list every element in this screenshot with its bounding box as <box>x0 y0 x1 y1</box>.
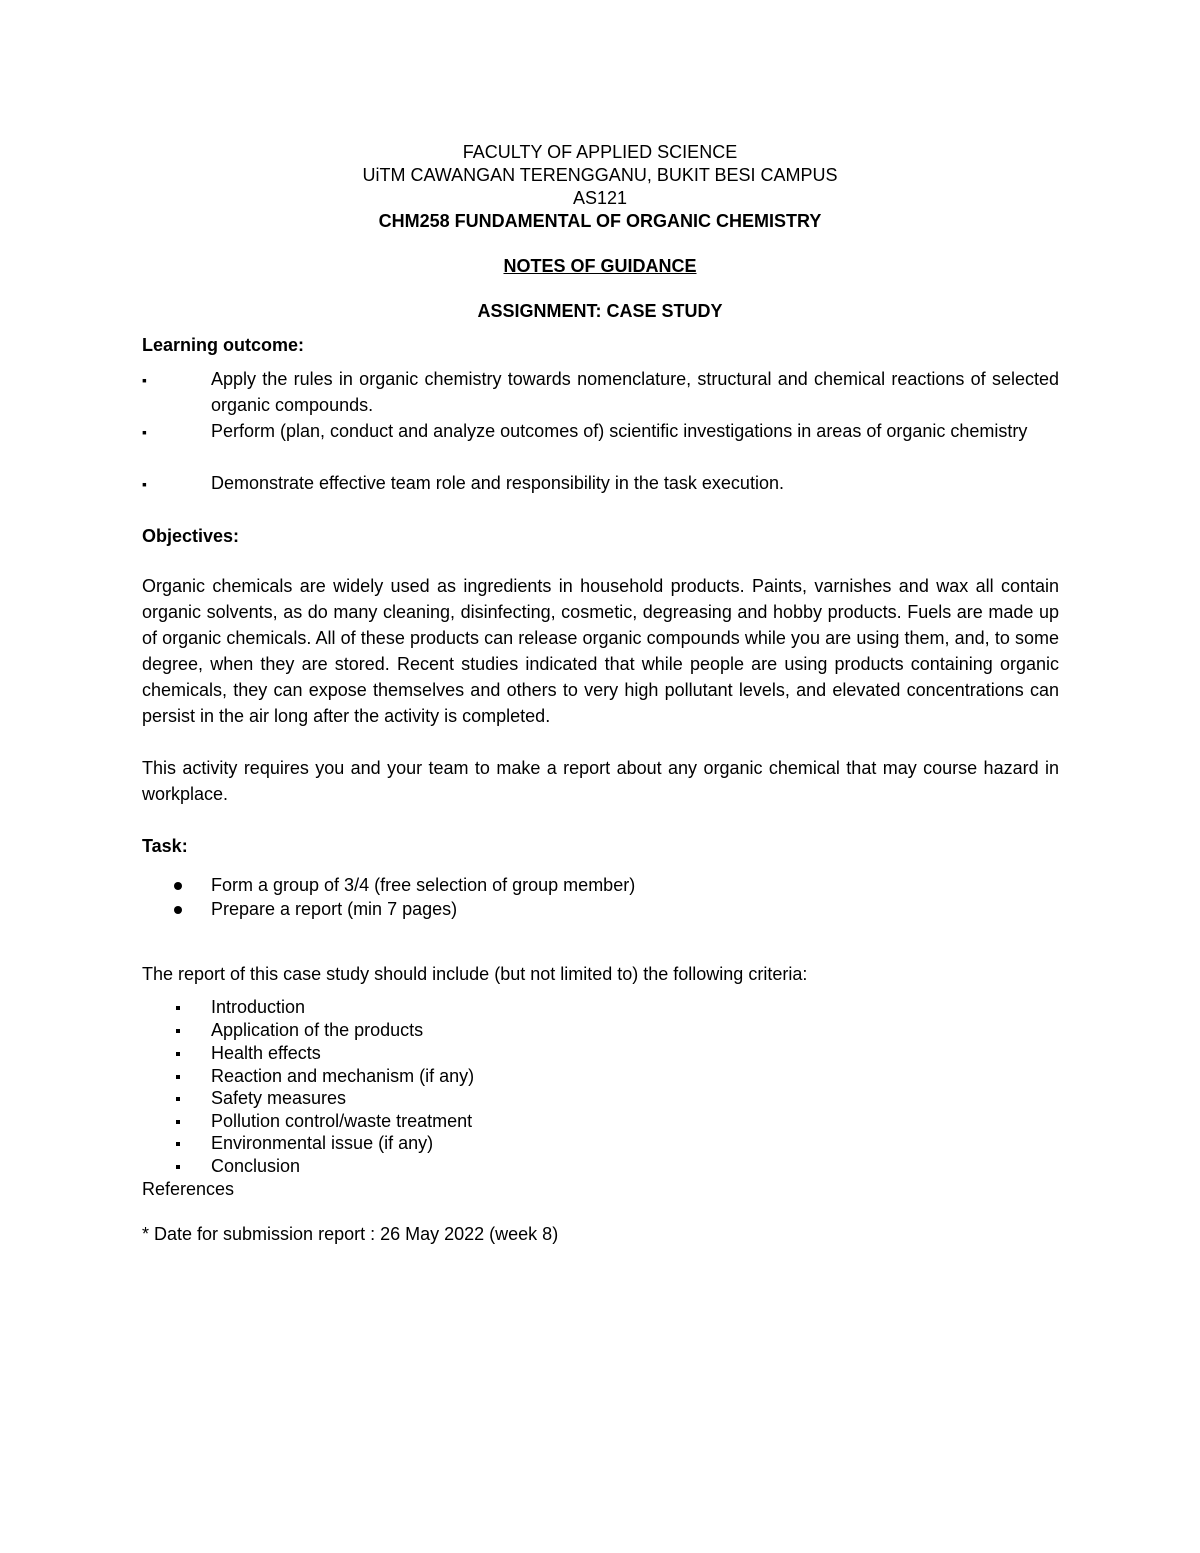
square-bullet-icon <box>176 1142 180 1146</box>
square-bullet-icon <box>176 1075 180 1079</box>
learning-outcome-item: Perform (plan, conduct and analyze outcomes of) scientific investigations in areas of organic chemistry <box>211 421 1028 441</box>
criteria-item: Environmental issue (if any) <box>211 1133 434 1153</box>
campus-heading: UiTM CAWANGAN TERENGGANU, BUKIT BESI CAMPUS <box>362 165 838 185</box>
criteria-item: Reaction and mechanism (if any) <box>211 1066 475 1086</box>
criteria-item: Introduction <box>211 997 306 1017</box>
square-bullet-icon <box>176 1006 180 1010</box>
learning-outcome-label: Learning outcome: <box>142 335 305 355</box>
bullet-dot-icon <box>174 906 182 914</box>
square-bullet-icon <box>176 1120 180 1124</box>
criteria-item: Health effects <box>211 1043 321 1063</box>
notes-title: NOTES OF GUIDANCE <box>503 256 697 276</box>
faculty-heading: FACULTY OF APPLIED SCIENCE <box>462 142 738 162</box>
program-code: AS121 <box>572 188 628 208</box>
learning-outcome-item: Demonstrate effective team role and responsibility in the task execution. <box>211 473 784 493</box>
criteria-intro: The report of this case study should include (but not limited to) the following criteria: <box>142 964 808 984</box>
references-label: References <box>142 1179 235 1199</box>
objectives-activity-paragraph: This activity requires you and your team to make a report about any organic chemical that may course hazard in workplace. <box>142 758 1059 804</box>
bullet-marker: ▪ <box>142 424 147 440</box>
course-title: CHM258 FUNDAMENTAL OF ORGANIC CHEMISTRY <box>378 211 822 231</box>
bullet-marker: ▪ <box>142 476 147 492</box>
bullet-dot-icon <box>174 882 182 890</box>
task-item: Prepare a report (min 7 pages) <box>211 899 458 919</box>
task-label: Task: <box>142 836 188 856</box>
bullet-marker: ▪ <box>142 372 147 388</box>
square-bullet-icon <box>176 1052 180 1056</box>
criteria-item: Application of the products <box>211 1020 424 1040</box>
objectives-label: Objectives: <box>142 526 240 546</box>
objectives-paragraph: Organic chemicals are widely used as ingredients in household products. Paints, varnishes and wax all contain organic solvents, as do many cleaning, disinfecting, cosmetic, degreasing and hobby products. Fuels are made up of organic chemicals. All of these products can release organic compounds while you are using them, and, to some degree, when they are stored. Recent studies indicated that while people are using products containing organic chemicals, they can expose themselves and others to very high pollutant levels, and elevated concentrations can persist in the air long after the activity is completed. <box>142 576 1059 726</box>
task-item: Form a group of 3/4 (free selection of group member) <box>211 875 636 895</box>
assignment-title: ASSIGNMENT: CASE STUDY <box>477 301 723 321</box>
criteria-item: Conclusion <box>211 1156 301 1176</box>
criteria-item: Safety measures <box>211 1088 347 1108</box>
criteria-item: Pollution control/waste treatment <box>211 1111 473 1131</box>
learning-outcome-item: Apply the rules in organic chemistry towards nomenclature, structural and chemical reactions of selected organic compounds. <box>211 369 1059 415</box>
submission-date: * Date for submission report : 26 May 2022 (week 8) <box>142 1224 559 1244</box>
square-bullet-icon <box>176 1097 180 1101</box>
square-bullet-icon <box>176 1029 180 1033</box>
square-bullet-icon <box>176 1165 180 1169</box>
